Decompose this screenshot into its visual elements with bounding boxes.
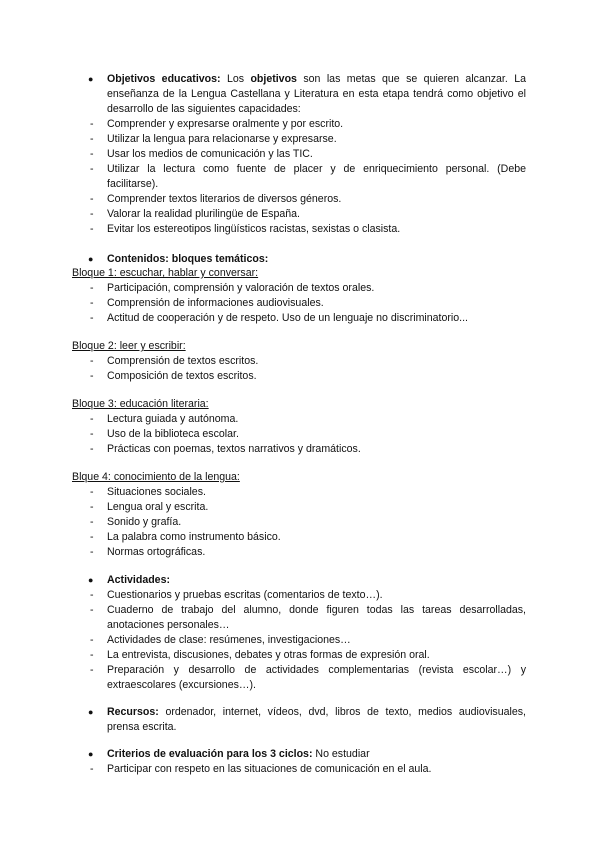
list-item: Situaciones sociales. <box>107 486 206 498</box>
list-item: Participar con respeto en las situaciones de comunicación en el aula. <box>107 763 432 775</box>
dash-icon: - <box>90 355 94 367</box>
dash-icon: - <box>90 193 94 205</box>
bullet-icon: ● <box>88 254 94 264</box>
dash-icon: - <box>90 516 94 528</box>
criterios-text: No estudiar <box>312 748 370 760</box>
dash-icon: - <box>90 223 94 235</box>
list-item: Preparación y desarrollo de actividades complementarias (revista escolar…) y extraescolares (excursiones…). <box>107 664 526 692</box>
list-item: Actividades de clase: resúmenes, investigaciones… <box>107 634 351 646</box>
dash-icon: - <box>90 501 94 513</box>
dash-icon: - <box>90 634 94 646</box>
bullet-icon: ● <box>88 749 94 759</box>
dash-icon: - <box>90 282 94 294</box>
list-item: Prácticas con poemas, textos narrativos y dramáticos. <box>107 443 361 455</box>
dash-icon: - <box>90 649 94 661</box>
bloque-2-title: Bloque 2: leer y escribir: <box>72 340 186 352</box>
recursos-paragraph <box>107 705 526 735</box>
list-item: Comprender y expresarse oralmente y por escrito. <box>107 118 344 130</box>
dash-icon: - <box>90 486 94 498</box>
bloque-1-title: Bloque 1: escuchar, hablar y conversar: <box>72 267 259 279</box>
list-item: Normas ortográficas. <box>107 546 206 558</box>
bloque-4-title: Blque 4: conocimiento de la lengua: <box>72 471 240 483</box>
recursos-heading: Recursos: <box>107 706 159 718</box>
list-item: Comprender textos literarios de diversos géneros. <box>107 193 342 205</box>
bullet-icon: ● <box>88 74 94 84</box>
recursos-text: ordenador, internet, vídeos, dvd, libros de texto, medios audiovisuales, prensa escrita. <box>107 706 526 734</box>
dash-icon: - <box>90 664 94 676</box>
dash-icon: - <box>90 297 94 309</box>
bloque-3-title: Bloque 3: educación literaria: <box>72 398 209 410</box>
dash-icon: - <box>90 208 94 220</box>
dash-icon: - <box>90 118 94 130</box>
list-item: La palabra como instrumento básico. <box>107 531 281 543</box>
objetivos-keyword: objetivos <box>250 73 297 85</box>
list-item: Actitud de cooperación y de respeto. Uso de un lenguaje no discriminatorio... <box>107 312 468 324</box>
list-item: Evitar los estereotipos lingüísticos racistas, sexistas o clasista. <box>107 223 401 235</box>
list-item: Lengua oral y escrita. <box>107 501 209 513</box>
dash-icon: - <box>90 133 94 145</box>
actividades-heading: Actividades: <box>107 574 170 586</box>
list-item: La entrevista, discusiones, debates y otras formas de expresión oral. <box>107 649 430 661</box>
dash-icon: - <box>90 148 94 160</box>
list-item: Usar los medios de comunicación y las TIC. <box>107 148 313 160</box>
list-item: Utilizar la lengua para relacionarse y expresarse. <box>107 133 337 145</box>
dash-icon: - <box>90 763 94 775</box>
list-item: Utilizar la lectura como fuente de placer y de enriquecimiento personal. (Debe facilitarse). <box>107 163 526 191</box>
dash-icon: - <box>90 413 94 425</box>
dash-icon: - <box>90 443 94 455</box>
dash-icon: - <box>90 531 94 543</box>
dash-icon: - <box>90 546 94 558</box>
objetivos-intro: son las metas que se quieren alcanzar. La enseñanza de la Lengua Castellana y Literatura en esta etapa tendrá como objetivo el desarrollo de las siguientes capacidades: <box>107 73 527 116</box>
dash-icon: - <box>90 589 94 601</box>
list-item: Cuaderno de trabajo del alumno, donde figuren todas las tareas desarrolladas, anotaciones personales… <box>107 604 526 632</box>
list-item: Uso de la biblioteca escolar. <box>107 428 239 440</box>
list-item: Comprensión de textos escritos. <box>107 355 259 367</box>
bullet-icon: ● <box>88 707 94 717</box>
list-item: Valorar la realidad plurilingüe de España. <box>107 208 300 220</box>
objetivos-heading: Objetivos educativos: <box>107 73 221 85</box>
list-item: Cuestionarios y pruebas escritas (comentarios de texto…). <box>107 589 383 601</box>
list-item: Lectura guiada y autónoma. <box>107 413 239 425</box>
criterios-heading: Criterios de evaluación para los 3 ciclos: <box>107 748 313 760</box>
list-item: Comprensión de informaciones audiovisuales. <box>107 297 324 309</box>
dash-icon: - <box>90 428 94 440</box>
list-item: Composición de textos escritos. <box>107 370 257 382</box>
bullet-icon: ● <box>88 575 94 585</box>
dash-icon: - <box>90 312 94 324</box>
criterios-paragraph <box>107 747 370 762</box>
dash-icon: - <box>90 604 94 616</box>
objetivos-paragraph: Objetivos educativos: Los objetivos son las metas que se quieren alcanzar. La enseñanza de la Lengua Castellana y Literatura en esta etapa tendrá como objetivo el desarrollo de las siguientes capacidades: <box>107 73 527 116</box>
dash-icon: - <box>90 370 94 382</box>
list-item: Sonido y grafía. <box>107 516 182 528</box>
list-item: Participación, comprensión y valoración de textos orales. <box>107 282 375 294</box>
contenidos-heading: Contenidos: bloques temáticos: <box>107 253 269 265</box>
dash-icon: - <box>90 163 94 175</box>
